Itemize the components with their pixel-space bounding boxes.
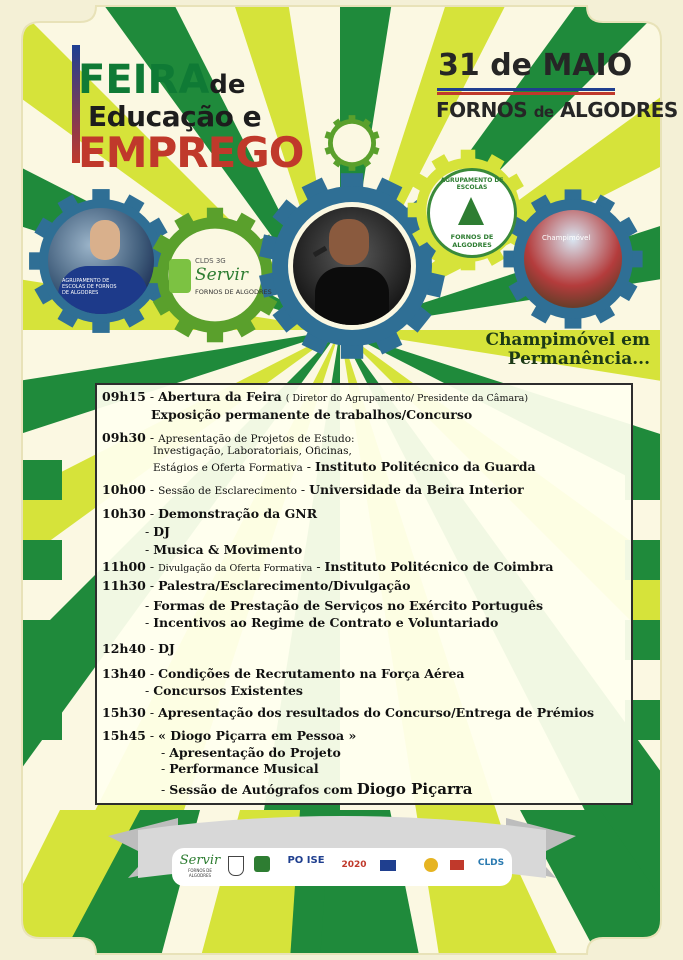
schedule-subline: - Apresentação do Projeto [161,745,341,760]
schedule-subline: - Performance Musical [161,761,319,776]
time-label: 15h45 [102,728,146,743]
schedule-row-1340: 13h40 - Condições de Recrutamento na Força Aérea [102,666,465,681]
item-text: Formas de Prestação de Serviços no Exército Português [153,598,544,613]
footer-logo-servir [178,853,222,878]
item-strong: Instituto Politécnico de Coimbra [324,559,554,574]
item-text: DJ [158,641,175,656]
item-text: Apresentação dos resultados do Concurso/Entrega de Prémios [158,705,595,720]
item-text: Sessão de Esclarecimento [158,485,297,497]
clds-servir-logo [165,245,272,305]
footer-gov-icon [424,858,438,872]
item-text: Incentivos ao Regime de Contrato e Voluntariado [153,615,499,630]
agrupamento-ring-text: AGRUPAMENTO DE ESCOLAS [440,177,504,191]
schedule-row-1000: 10h00 - Sessão de Esclarecimento - Universidade da Beira Interior [102,482,524,497]
singer-photo [293,207,411,325]
item-text: « Diogo Piçarra em Pessoa » [158,728,357,743]
singer-body [315,267,389,325]
footer-eu-flag-icon [380,860,396,871]
agrupamento-logo [427,168,517,258]
time-label: 10h00 [102,482,146,497]
title-feira-word: FEIRA [78,57,210,103]
footer-fornos-text: FORNOS DE ALGODRES [188,868,212,878]
time-label: 12h40 [102,641,146,656]
schedule-subline: - Sessão de Autógrafos com Diogo Piçarra [161,780,473,798]
place-main: FORNOS [436,98,528,122]
item-text: Sessão de Autógrafos com [169,782,353,797]
clds-footer-text: CLDS [477,858,505,868]
place-de: de [533,103,554,121]
title-emprego: EMPREGO [78,128,304,177]
item-text: Performance Musical [169,761,319,776]
place-end: ALGODRES [560,98,678,122]
schedule-subline: - Concursos Existentes [145,683,303,698]
item-text: Exposição permanente de trabalhos/Concurso [151,407,473,422]
time-label: 13h40 [102,666,146,681]
item-text: Condições de Recrutamento na Força Aérea [158,666,465,681]
time-label: 11h00 [102,559,146,574]
item-text: Abertura da Feira [158,389,282,404]
item-text: Palestra/Esclarecimento/Divulgação [158,578,411,593]
agrupamento-bottom-text: FORNOS DE ALGODRES [450,233,494,249]
item-text: Musica & Movimento [153,542,303,557]
schedule-subline [151,407,472,422]
title-feira [78,57,246,105]
item-text: Apresentação do Projeto [169,745,341,760]
schedule-subline: Estágios e Oferta Formativa - Instituto Politécnico da Guarda [153,459,536,474]
time-label: 11h30 [102,578,146,593]
schedule-box [95,383,633,805]
champimovel-sign: Champimóvel [542,234,591,242]
footer-servir-text: Servir [179,853,221,868]
time-label: 10h30 [102,506,146,521]
schedule-row-1545: 15h45 - « Diogo Piçarra em Pessoa » [102,728,357,743]
champimovel-photo [524,210,622,308]
microphone [313,246,328,257]
poise-text: PO ISE [287,855,325,866]
schedule-row-1100: 11h00 - Divulgação da Oferta Formativa - Instituto Politécnico de Coimbra [102,559,554,574]
schedule-row-1240: 12h40 - DJ [102,641,175,656]
schedule-subline: - Musica & Movimento [145,542,303,557]
tree-icon [458,197,484,225]
title-educacao: Educação e [88,100,262,133]
schedule-subline: Investigação, Laboratoriais, Oficinas, [153,445,352,457]
schedule-subline: - DJ [145,524,170,539]
schedule-row-1530: 15h30 - Apresentação dos resultados do Concurso/Entrega de Prémios [102,705,595,720]
schedule-row-0915: 09h15 - Abertura da Feira ( Diretor do Agrupamento/ Presidente da Câmara) [102,389,529,404]
item-text: Divulgação da Oferta Formativa [158,563,313,574]
item-strong: Instituto Politécnico da Guarda [314,459,536,474]
time-label: 15h30 [102,705,146,720]
schedule-row-1030: 10h30 - Demonstração da GNR [102,506,318,521]
footer-crest-icon [228,856,244,876]
schedule-subline: - Formas de Prestação de Serviços no Exército Português [145,598,544,613]
schedule-row-0930: 09h30 - Apresentação de Projetos de Estudo: [102,430,355,445]
item-strong: Universidade da Beira Interior [309,482,524,497]
student-head [90,220,120,260]
footer-portugal2020-logo [338,860,370,870]
item-text: Apresentação de Projetos de Estudo: [158,433,355,445]
schedule-row-1130: 11h30 - Palestra/Esclarecimento/Divulgação [102,578,411,593]
champimovel-text: Champimóvel em Permanência... [485,330,650,369]
title-de: de [209,70,246,100]
item-note: ( Diretor do Agrupamento/ Presidente da Câmara) [285,393,529,404]
jacket-text: AGRUPAMENTO DE ESCOLAS DE FORNOS DE ALGODRES [62,278,117,296]
item-text: Demonstração da GNR [158,506,318,521]
item-text: DJ [153,524,170,539]
item-text: Estágios e Oferta Formativa [153,462,303,474]
servir-fornos-label: FORNOS DE ALGODRES [195,288,272,296]
footer-agrupamento-icon [254,856,270,872]
clds-label: CLDS 3G [195,257,226,265]
footer-ids-icon [450,860,464,870]
time-label: 09h30 [102,430,146,445]
students-photo [48,208,154,314]
servir-mark [169,259,191,293]
footer-clds-logo [474,858,508,868]
event-date: 31 de MAIO [438,48,633,83]
schedule-subline: - Incentivos ao Regime de Contrato e Voluntariado [145,615,499,630]
item-text: Concursos Existentes [153,683,303,698]
footer-poise-logo [286,855,326,866]
singer-head [329,219,369,265]
event-place [436,98,678,122]
servir-label: Servir [195,265,249,285]
item-strong: Diogo Piçarra [356,780,473,798]
time-label: 09h15 [102,389,146,404]
p2020-text: 2020 [341,860,367,870]
